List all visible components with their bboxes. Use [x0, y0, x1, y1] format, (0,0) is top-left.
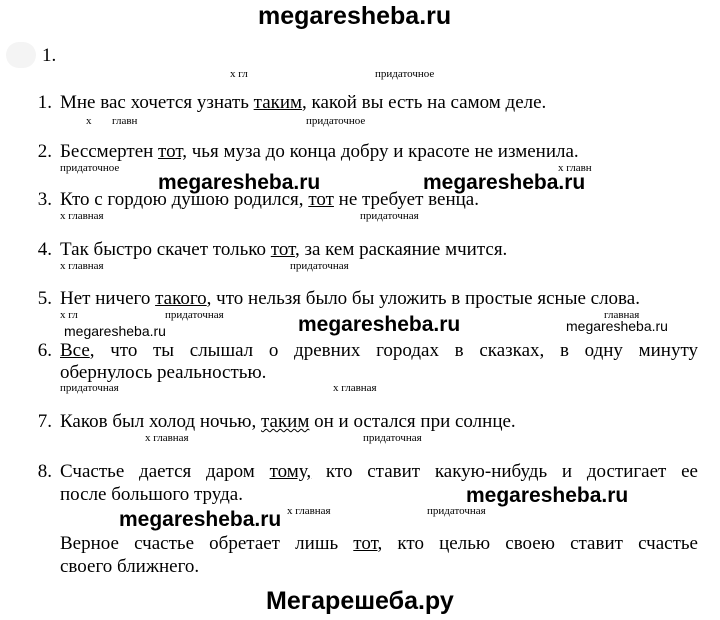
annotation: х главн [558, 162, 592, 174]
sentence-text: Верное счастье обретает лишь [60, 533, 354, 554]
sentence-6 [60, 340, 698, 362]
watermark: megaresheba.ru [64, 323, 166, 339]
annotation: х главная [60, 210, 104, 222]
annotation: придаточная [360, 210, 419, 222]
annotation: х гл [230, 68, 248, 80]
watermark: megaresheba.ru [466, 484, 629, 507]
watermark: megaresheba.ru [423, 171, 586, 194]
annotation: х главная [333, 382, 377, 394]
annotation: х гл [60, 309, 78, 321]
sentence-number: 4. [37, 239, 52, 260]
annotation: придаточное [60, 162, 120, 174]
sentence-number: 3. [37, 189, 52, 210]
sentence-text: Нет ничего [60, 288, 156, 309]
sentence-text: чья муза до конца добру и красоте не изменила. [186, 141, 579, 162]
site-header: megaresheba.ru [258, 2, 452, 30]
annotation: главн [112, 115, 138, 127]
watermark: megaresheba.ru [158, 171, 321, 194]
sentence-text: Мне вас хочется узнать [60, 92, 254, 113]
annotation: главная [604, 309, 640, 321]
sentence-8b-line-2: своего ближнего. [60, 556, 200, 577]
annotation: придаточная [60, 382, 119, 394]
sentence-number: 8. [37, 461, 52, 482]
annotation: х [86, 115, 92, 127]
sentence-text: , кто целью своею ставит счастье [377, 533, 698, 554]
sentence-text: Бессмертен [60, 141, 159, 162]
demonstrative-word: такого [155, 288, 207, 309]
annotation: х главная [287, 505, 331, 517]
demonstrative-word: таким [253, 92, 303, 113]
sentence-8b [60, 533, 698, 555]
watermark: megaresheba.ru [119, 508, 282, 531]
sentence-8 [60, 461, 698, 483]
demonstrative-word: Все [60, 340, 90, 361]
sentence-text: Так быстро скачет только [60, 239, 271, 260]
sentence-text: не требует венца. [333, 189, 479, 210]
annotation: придаточная [427, 505, 486, 517]
sentence-text: , что нельзя было бы уложить в простые ясные слова. [206, 288, 640, 309]
sentence-text: , за кем раскаяние мчится. [294, 239, 508, 260]
watermark: megaresheba.ru [566, 318, 668, 334]
demonstrative-word: тот [353, 533, 378, 554]
annotation: х главная [60, 260, 104, 272]
sentence-text: он и остался при солнце. [309, 411, 516, 432]
sentence-text: Кто с гордою душою родился, [60, 189, 309, 210]
annotation: х главная [145, 432, 189, 444]
sentence-text: Счастье дается даром [60, 461, 270, 482]
exercise-number: 1. [42, 45, 57, 66]
sentence-number: 1. [37, 92, 52, 113]
demonstrative-word: тот [270, 239, 295, 260]
watermark: megaresheba.ru [298, 313, 461, 336]
site-footer: Мегарешеба.ру [266, 587, 454, 615]
sentence-text: , какой вы есть на самом деле. [302, 92, 547, 113]
sentence-6-line-2: обернулось реальностью. [60, 362, 267, 383]
demonstrative-word: тому, [269, 461, 312, 482]
sentence-2 [60, 141, 579, 163]
sentence-text: Каков был холод ночью, [60, 411, 261, 432]
annotation: придаточное [306, 115, 366, 127]
sentence-text: , что ты слышал о древних городах в сказках, в одну минуту [89, 340, 698, 361]
annotation: придаточная [363, 432, 422, 444]
sentence-1 [60, 92, 546, 114]
sentence-text: кто ставит какую-нибудь и достигает ее [311, 461, 698, 482]
highlight-dot [6, 42, 36, 68]
sentence-8-line-2: после большого труда. [60, 484, 243, 505]
demonstrative-word: таким [260, 411, 310, 432]
demonstrative-word: тот, [158, 141, 187, 162]
sentence-7 [60, 411, 516, 433]
annotation: придаточная [290, 260, 349, 272]
demonstrative-word: тот [308, 189, 334, 210]
sentence-number: 2. [37, 141, 52, 162]
sentence-number: 7. [37, 411, 52, 432]
sentence-5 [60, 288, 640, 310]
sentence-number: 6. [37, 340, 52, 361]
annotation: придаточное [375, 68, 435, 80]
annotation: придаточная [165, 309, 224, 321]
sentence-3 [60, 189, 479, 211]
sentence-number: 5. [37, 288, 52, 309]
sentence-4 [60, 239, 507, 261]
